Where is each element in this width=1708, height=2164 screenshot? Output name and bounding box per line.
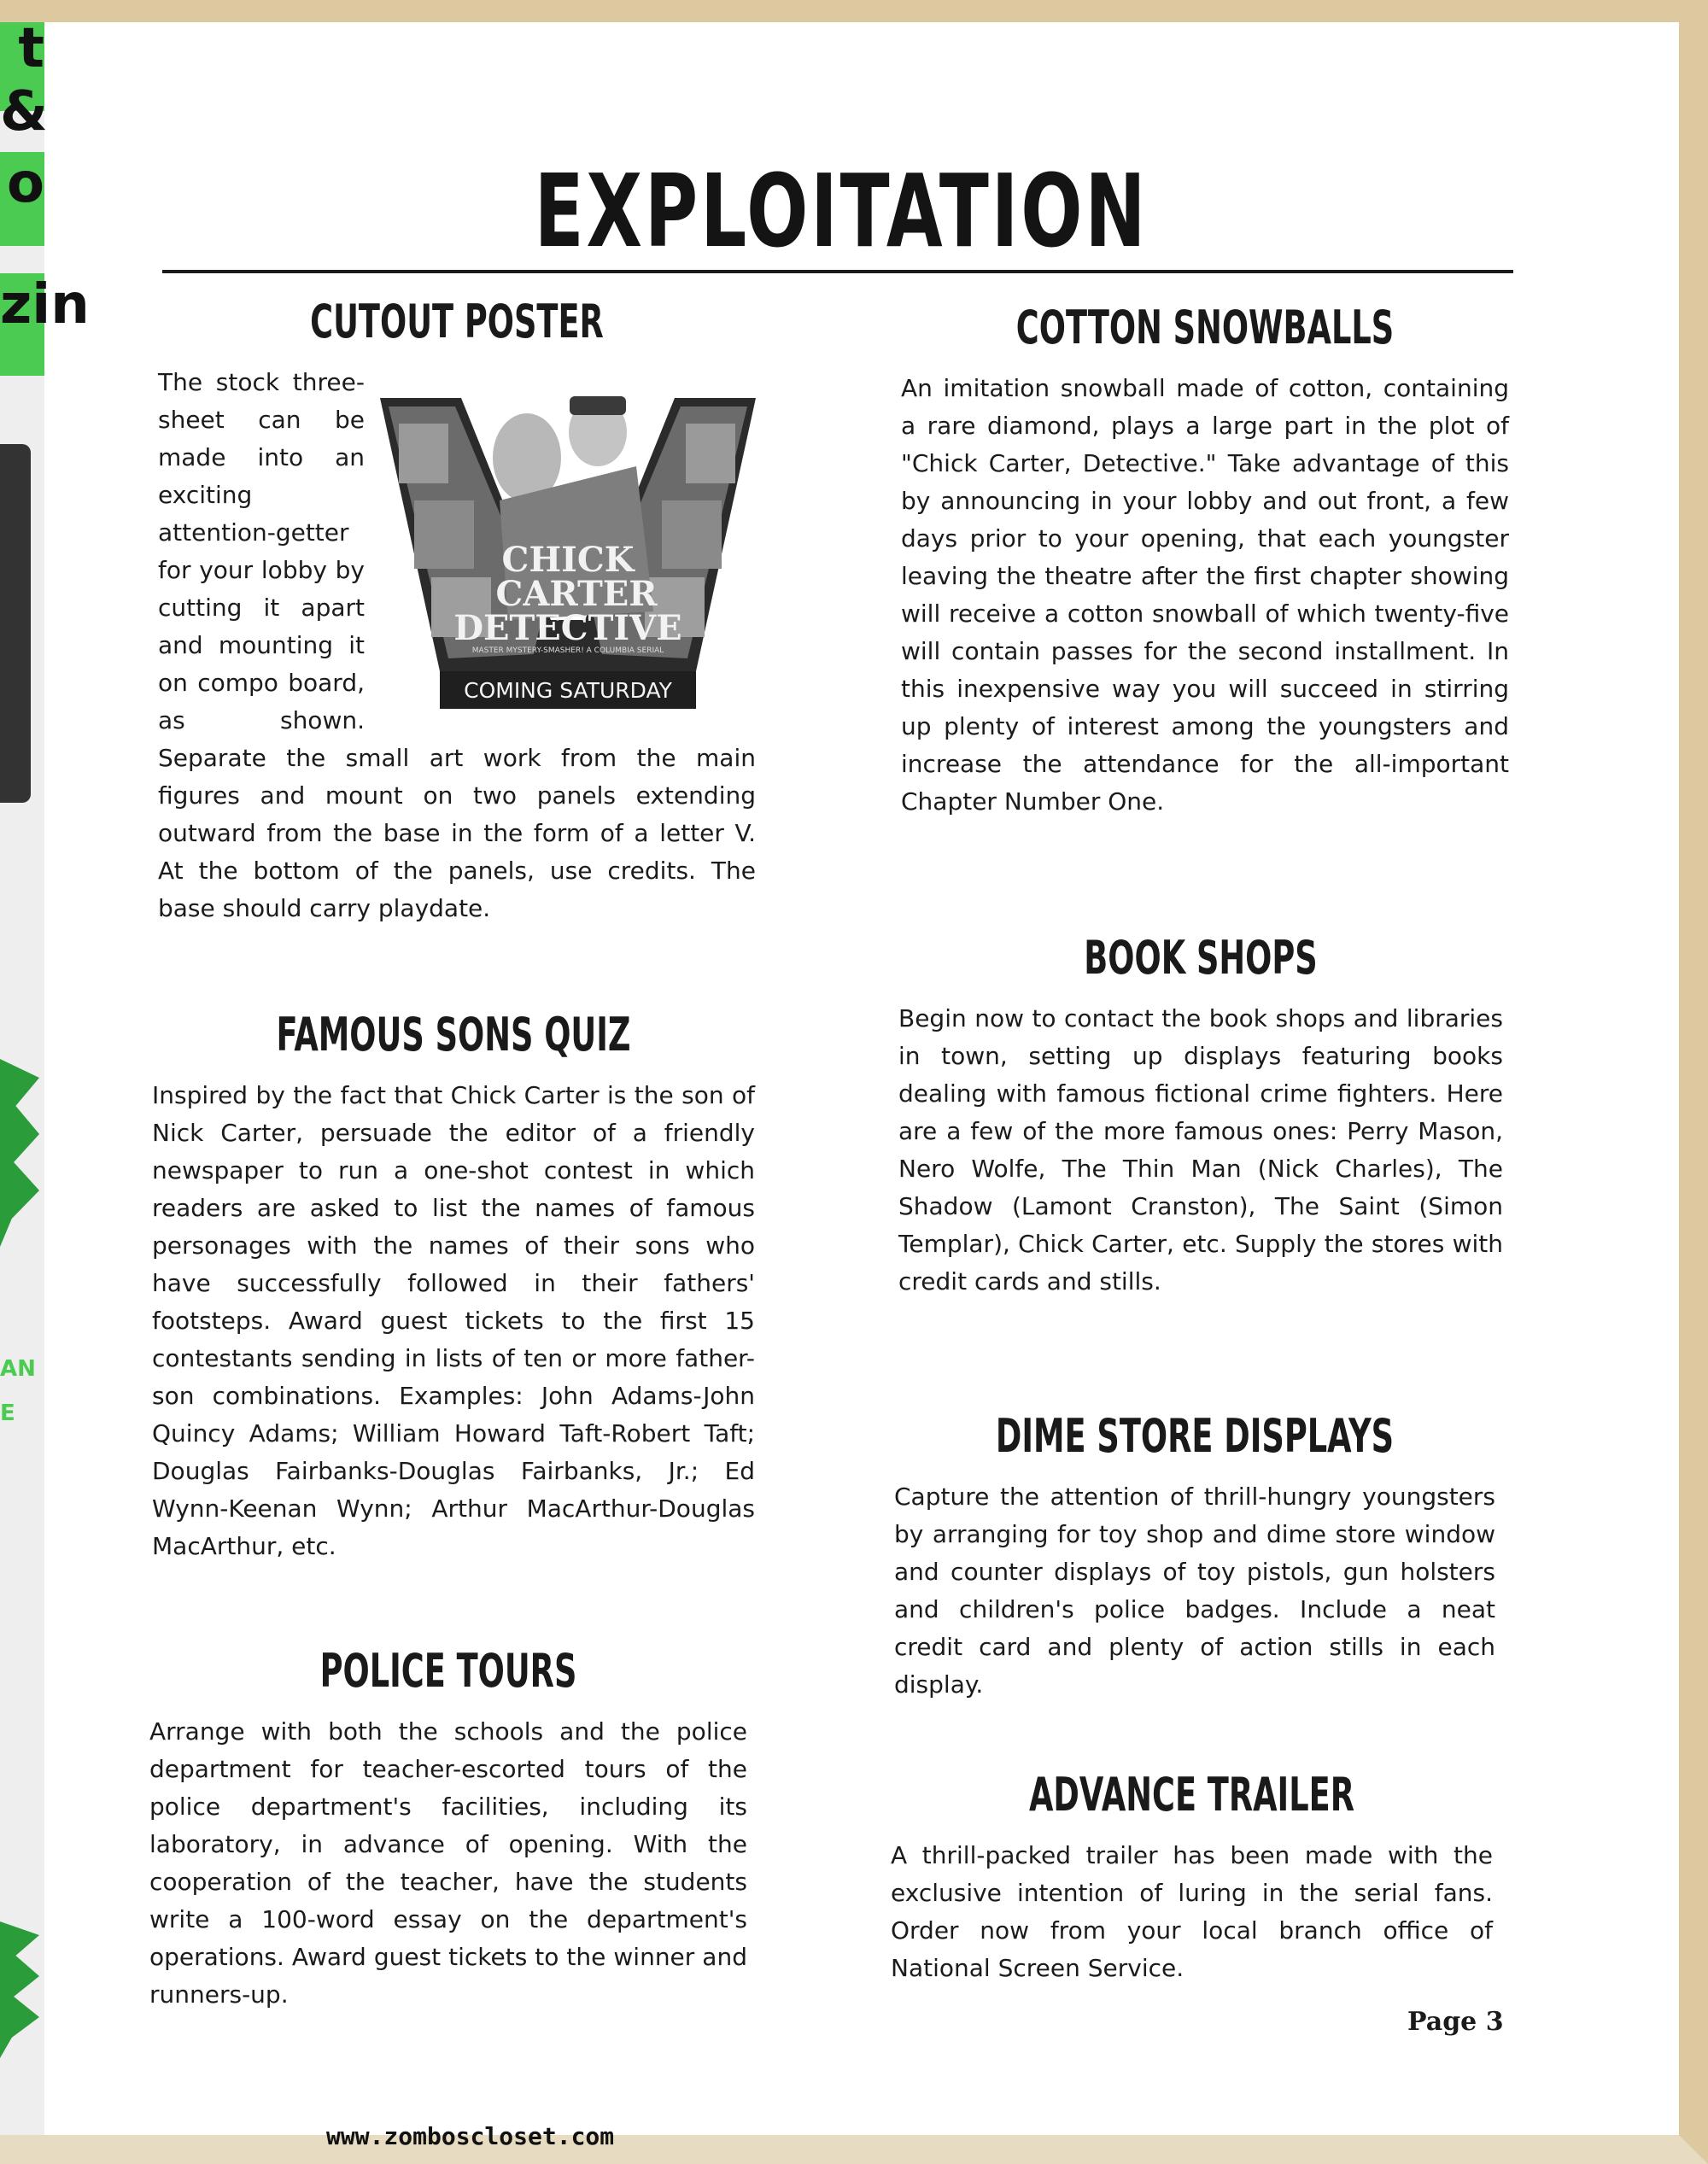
- cutout-poster-image: [380, 364, 756, 711]
- section-heading: POLICE TOURS: [319, 1644, 577, 1698]
- site-url: www.zomboscloset.com: [326, 2122, 615, 2150]
- side-text-fragment: E: [0, 1401, 15, 1426]
- poster-title-line2: CARTER: [495, 574, 658, 614]
- binding-edge: [0, 0, 90, 2164]
- fern-fragment: [0, 1059, 39, 1247]
- poster-banner: COMING SATURDAY: [464, 678, 672, 703]
- section-book-shops: [898, 931, 1503, 1301]
- green-tab-fragment: [0, 273, 90, 376]
- section-heading: ADVANCE TRAILER: [1029, 1768, 1354, 1822]
- section-cutout-poster: [158, 295, 756, 927]
- tab-fragment-text: o: [7, 152, 44, 215]
- side-text-fragment: AN: [0, 1356, 36, 1382]
- title-rule: [162, 270, 1513, 273]
- poster-title-line3: DETECTIVE: [453, 608, 682, 648]
- section-body: An imitation snowball made of cotton, containing a rare diamond, plays a large part in the plot of "Chick Carter, Detective." Take advantage of this by announcing in your lobby and out front, a few days prior to your opening, that each youngster leaving the theatre after the first chapter showing will receive a cotton snowball of which twenty-five will contain passes for the second installment. In this inexpensive way you will succeed in stirring up plenty of interest among the youngsters and increase the attendance for the all-important Chapter Number One.: [901, 374, 1509, 816]
- section-cotton-snowballs: [901, 301, 1509, 821]
- section-body-text: The stock three-sheet can be made into an exciting attention-getter for your lobby by cutting it apart and mounting it on compo board, as shown. Separate the small art work from the main figures and mount on two panels extending outward from the base in the form of a letter V. At the bottom of the panels, use credits. The base should carry playdate.: [158, 368, 756, 922]
- poster-tagline: MASTER MYSTERY-SMASHER! A COLUMBIA SERIAL: [471, 646, 664, 655]
- section-body: Arrange with both the schools and the police department for teacher-escorted tours of the police department's facilities, including its laboratory, in advance of opening. With the cooperation of the teacher, have the students write a 100-word essay on the department's operations. Award guest tickets to the winner and runners-up.: [149, 1717, 747, 2009]
- section-famous-sons-quiz: [152, 1008, 755, 1565]
- section-heading: COTTON SNOWBALLS: [1015, 301, 1395, 354]
- section-body: Begin now to contact the book shops and libraries in town, setting up displays featuring books dealing with famous fictional crime fighters. Here are a few of the more famous ones: Perry Mason, Nero Wolfe, The Thin Man (Nick Charles), The Shadow (Lamont Cranston), The Saint (Simon Templar), Chick Carter, etc. Supply the stores with credit cards and stills.: [898, 1004, 1503, 1295]
- section-heading: FAMOUS SONS QUIZ: [276, 1008, 631, 1062]
- section-police-tours: [149, 1644, 747, 2014]
- section-body: [158, 364, 756, 927]
- fern-fragment: [0, 1921, 39, 2058]
- tab-fragment-text: t &: [0, 17, 48, 143]
- tab-fragment-text: zin: [0, 273, 90, 336]
- section-body: Capture the attention of thrill-hungry youngsters by arranging for toy shop and dime store window and counter displays of toy pistols, gun holsters and children's police badges. Include a neat credit card and plenty of action stills in each display.: [894, 1483, 1495, 1699]
- dark-block-fragment: [0, 444, 31, 803]
- poster-title-line1: CHICK: [501, 540, 635, 580]
- page-title: EXPLOITATION: [534, 152, 1149, 270]
- section-advance-trailer: [891, 1768, 1493, 1987]
- green-tab-fragment: [0, 152, 44, 246]
- section-heading: BOOK SHOPS: [1084, 931, 1318, 985]
- section-heading: DIME STORE DISPLAYS: [995, 1409, 1395, 1463]
- green-tab-fragment: [0, 17, 48, 143]
- section-body: A thrill-packed trailer has been made with the exclusive intention of luring in the serial fans. Order now from your local branch office of National Screen Service.: [891, 1841, 1493, 1982]
- section-body: Inspired by the fact that Chick Carter is the son of Nick Carter, persuade the editor of a friendly newspaper to run a one-shot contest in which readers are asked to list the names of famous personages with the names of their sons who have successfully followed in their fathers' footsteps. Award guest tickets to the first 15 contestants sending in lists of ten or more father-son combinations. Examples: John Adams-John Quincy Adams; William Howard Taft-Robert Taft; Douglas Fairbanks-Douglas Fairbanks, Jr.; Ed Wynn-Keenan Wynn; Arthur MacArthur-Douglas MacArthur, etc.: [152, 1081, 755, 1560]
- page-number: Page 3: [1407, 2007, 1504, 2037]
- section-heading: CUTOUT POSTER: [310, 295, 604, 348]
- section-dime-store-displays: [894, 1409, 1495, 1704]
